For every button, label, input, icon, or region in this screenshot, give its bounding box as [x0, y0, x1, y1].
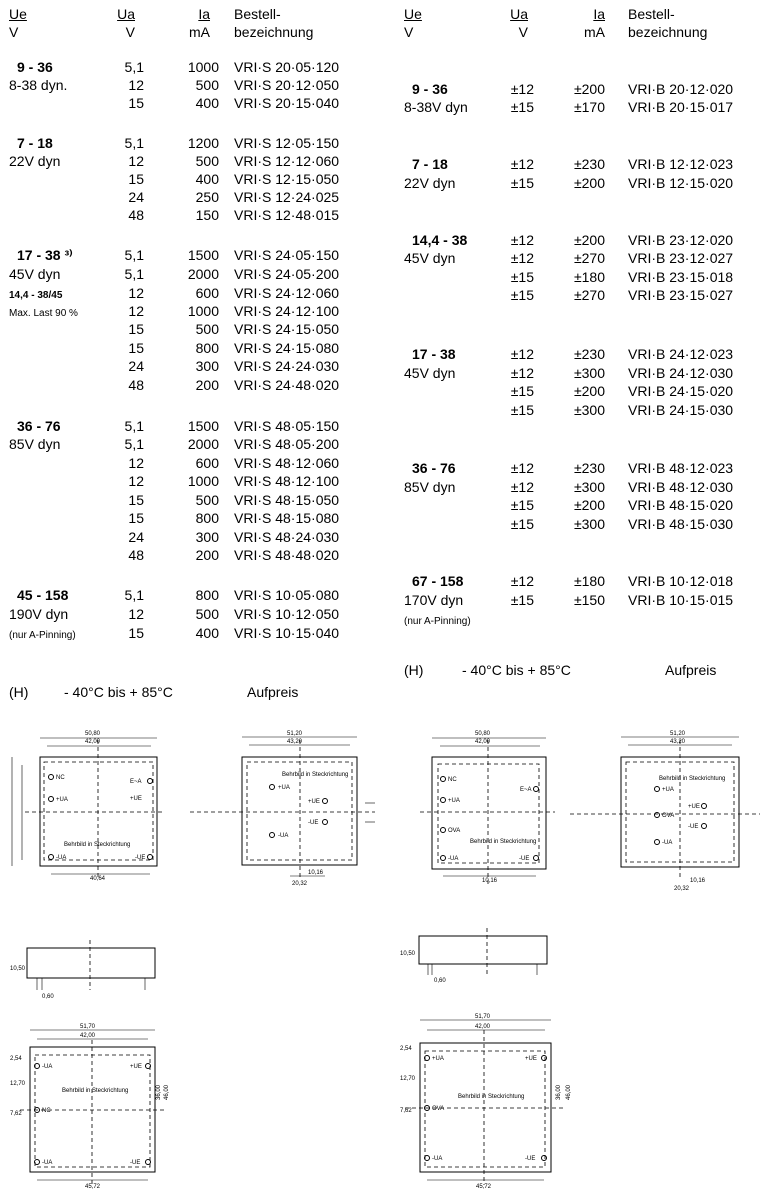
footer-temp: - 40°C bis + 85°C: [462, 662, 571, 678]
dim-10-16: 10,16: [482, 878, 498, 884]
cell-output-voltage: 24: [128, 189, 144, 205]
dim-0-60: 0,60: [42, 994, 54, 1000]
cell-order-code: VRI·B 23·15·027: [628, 287, 734, 303]
cell-output-voltage: ±12: [510, 250, 534, 266]
dim-12-70: 12,70: [10, 1081, 26, 1087]
cell-input-voltage: 7 - 18: [17, 135, 53, 151]
dim-51-20: 51,20: [287, 731, 303, 737]
right-header-ua: Ua V: [510, 6, 528, 40]
cell-output-voltage: ±15: [510, 592, 534, 608]
cell-output-current: 500: [195, 77, 219, 93]
cell-order-code: VRI·S 24·12·060: [234, 285, 340, 301]
label-minus-ua: -UA: [42, 1160, 53, 1166]
label-minus-ua: -UA: [448, 856, 459, 862]
cell-input-voltage: 190V dyn: [9, 606, 69, 622]
cell-output-voltage: ±15: [510, 516, 534, 532]
cell-output-current: ±300: [573, 402, 605, 418]
footer-h: (H): [9, 684, 29, 700]
cell-output-current: 500: [195, 492, 219, 508]
cell-order-code: VRI·S 24·05·150: [234, 247, 340, 263]
cell-output-current: ±230: [573, 460, 605, 476]
dim-50-80: 50,80: [475, 731, 491, 737]
cell-output-current: 800: [195, 340, 219, 356]
cell-output-current: ±300: [573, 516, 605, 532]
dim-10-16: 10,16: [690, 878, 706, 884]
cell-order-code: VRI·S 24·24·030: [234, 358, 340, 374]
cell-order-code: VRI·B 20·12·020: [628, 81, 734, 97]
label-plus-ua: +UA: [662, 787, 674, 793]
cell-output-voltage: 5,1: [124, 418, 144, 434]
cell-output-voltage: 15: [128, 492, 144, 508]
cell-order-code: VRI·S 12·05·150: [234, 135, 340, 151]
cell-output-current: 500: [195, 153, 219, 169]
label-minus-ue: -UE: [308, 820, 319, 826]
cell-order-code: VRI·S 48·24·030: [234, 529, 340, 545]
cell-output-current: ±230: [573, 346, 605, 362]
cell-input-voltage: 45V dyn: [9, 266, 61, 282]
cell-input-voltage: 45V dyn: [404, 250, 456, 266]
dim-7-62: 7,62: [400, 1108, 412, 1114]
label-behold: Behrbild in Steckrichtung: [458, 1094, 525, 1100]
cell-output-current: ±300: [573, 365, 605, 381]
cell-order-code: VRI·S 48·15·080: [234, 510, 340, 526]
cell-output-voltage: ±15: [510, 497, 534, 513]
cell-output-current: 1200: [187, 135, 219, 151]
cell-output-current: 600: [195, 285, 219, 301]
dim-12-70: 12,70: [400, 1076, 416, 1082]
cell-input-voltage: 45 - 158: [17, 587, 69, 603]
cell-output-current: ±200: [573, 383, 605, 399]
label-plus-ua: +UA: [432, 1056, 444, 1062]
cell-output-current: ±270: [573, 287, 605, 303]
cell-output-voltage: 12: [128, 455, 144, 471]
cell-output-voltage: 5,1: [124, 266, 144, 282]
cell-order-code: VRI·S 20·15·040: [234, 95, 340, 111]
cell-output-current: 400: [195, 171, 219, 187]
cell-output-voltage: 12: [128, 606, 144, 622]
dim-50-80: 50,80: [85, 731, 101, 737]
cell-order-code: VRI·B 48·15·020: [628, 497, 734, 513]
label-behold: Behrbild in Steckrichtung: [282, 772, 349, 778]
cell-order-code: VRI·S 48·12·060: [234, 455, 340, 471]
dim-42-00: 42,00: [85, 739, 101, 745]
cell-output-current: 600: [195, 455, 219, 471]
cell-input-voltage: 67 - 158: [412, 573, 464, 589]
cell-output-current: 500: [195, 321, 219, 337]
cell-output-voltage: ±12: [510, 460, 534, 476]
cell-output-current: 800: [195, 510, 219, 526]
cell-output-voltage: 5,1: [124, 135, 144, 151]
label-ova: OVA: [662, 813, 675, 819]
footer-price: Aufpreis: [247, 684, 299, 700]
label-minus-ua: -UA: [432, 1156, 443, 1162]
label-minus-ue: -UE: [519, 856, 530, 862]
left-header-code: Bestell- bezeichnung: [234, 6, 314, 40]
cell-output-voltage: 12: [128, 285, 144, 301]
cell-input-voltage: 170V dyn: [404, 592, 464, 608]
cell-output-voltage: 48: [128, 377, 144, 393]
cell-order-code: VRI·B 48·12·023: [628, 460, 734, 476]
dim-10-16: 10,16: [308, 870, 324, 876]
cell-input-voltage: Max. Last 90 %: [9, 308, 78, 319]
cell-input-voltage: (nur A-Pinning): [9, 630, 76, 641]
cell-input-voltage: 17 - 38 ³⁾: [17, 247, 73, 263]
dim-2-54: 2,54: [10, 1056, 22, 1062]
drawing-bottom-view-dual: [400, 1014, 572, 1190]
dim-2-54: 2,54: [400, 1046, 412, 1052]
label-minus-ua: -UA: [56, 855, 67, 861]
label-plus-ua: +UA: [56, 797, 68, 803]
cell-output-voltage: 24: [128, 529, 144, 545]
label-minus-ue: -UE: [525, 1156, 536, 1162]
cell-output-voltage: ±12: [510, 346, 534, 362]
cell-output-current: 800: [195, 587, 219, 603]
cell-output-voltage: 15: [128, 171, 144, 187]
cell-output-current: ±200: [573, 497, 605, 513]
footer-temp: - 40°C bis + 85°C: [64, 684, 173, 700]
drawing-side-profile-single: [10, 940, 155, 1000]
cell-output-voltage: 15: [128, 340, 144, 356]
cell-order-code: VRI·B 12·15·020: [628, 175, 734, 191]
cell-output-current: 250: [195, 189, 219, 205]
dim-20-32: 20,32: [292, 881, 308, 887]
label-e: E~A: [520, 787, 532, 793]
cell-output-current: 2000: [187, 266, 219, 282]
label-nc: NC: [42, 1108, 51, 1114]
label-plus-ue: +UE: [130, 1064, 142, 1070]
footer-h: (H): [404, 662, 424, 678]
label-minus-ua: -UA: [42, 1064, 53, 1070]
drawing-side-profile-dual: [400, 928, 547, 984]
dim-10-50: 10,50: [10, 966, 26, 972]
right-header-code: Bestell- bezeichnung: [628, 6, 708, 40]
label-plus-ua: +UA: [448, 798, 460, 804]
cell-order-code: VRI·B 23·12·020: [628, 232, 734, 248]
left-header-ue: Ue V: [9, 6, 27, 40]
label-behold: Behrbild in Steckrichtung: [62, 1088, 129, 1094]
cell-input-voltage: 85V dyn: [9, 436, 61, 452]
cell-input-voltage: 14,4 - 38/45: [9, 290, 63, 301]
cell-output-current: ±230: [573, 156, 605, 172]
right-header-ue: Ue V: [404, 6, 422, 40]
dim-42-00: 42,00: [80, 1033, 96, 1039]
cell-input-voltage: 9 - 36: [17, 59, 53, 75]
cell-output-current: 2000: [187, 436, 219, 452]
cell-output-current: ±200: [573, 81, 605, 97]
cell-order-code: VRI·S 20·12·050: [234, 77, 340, 93]
label-ova: OVA: [448, 828, 461, 834]
cell-input-voltage: 7 - 18: [412, 156, 448, 172]
dim-43-20: 43,20: [287, 739, 303, 745]
dim-42-00: 42,00: [475, 1024, 491, 1030]
right-header-ia: Ia mA: [584, 6, 605, 40]
cell-order-code: VRI·B 24·12·030: [628, 365, 734, 381]
cell-order-code: VRI·S 20·05·120: [234, 59, 340, 75]
cell-output-voltage: 12: [128, 303, 144, 319]
cell-output-voltage: 15: [128, 95, 144, 111]
cell-output-current: 300: [195, 358, 219, 374]
cell-order-code: VRI·S 12·12·060: [234, 153, 340, 169]
cell-output-voltage: ±15: [510, 402, 534, 418]
cell-output-current: 200: [195, 377, 219, 393]
label-nc: NC: [56, 775, 65, 781]
dim-0-60: 0,60: [434, 978, 446, 984]
cell-output-current: 1000: [187, 303, 219, 319]
left-header-ua: Ua V: [117, 6, 135, 40]
cell-output-voltage: ±12: [510, 81, 534, 97]
cell-order-code: VRI·S 10·12·050: [234, 606, 340, 622]
cell-input-voltage: 8-38V dyn: [404, 99, 468, 115]
cell-output-voltage: ±15: [510, 383, 534, 399]
cell-output-voltage: 12: [128, 77, 144, 93]
cell-order-code: VRI·S 48·05·200: [234, 436, 340, 452]
label-plus-ue: +UE: [308, 799, 320, 805]
label-behold: Behrbild in Steckrichtung: [470, 839, 537, 845]
cell-output-voltage: 15: [128, 321, 144, 337]
cell-output-voltage: 12: [128, 473, 144, 489]
cell-output-current: ±170: [573, 99, 605, 115]
label-behold: Behrbild in Steckrichtung: [659, 776, 726, 782]
cell-order-code: VRI·B 20·15·017: [628, 99, 734, 115]
cell-output-voltage: 48: [128, 207, 144, 223]
label-minus-ua: -UA: [278, 833, 289, 839]
cell-input-voltage: 22V dyn: [404, 175, 456, 191]
cell-output-voltage: ±12: [510, 365, 534, 381]
label-minus-ue: -UE: [135, 855, 146, 861]
cell-order-code: VRI·S 48·12·100: [234, 473, 340, 489]
dim-20-32: 20,32: [674, 886, 690, 892]
dim-46-00: 46,00: [566, 1084, 572, 1100]
dim-45-72: 45,72: [85, 1184, 101, 1190]
cell-input-voltage: 8-38 dyn.: [9, 77, 68, 93]
cell-output-current: 400: [195, 625, 219, 641]
label-plus-ue: +UE: [525, 1056, 537, 1062]
cell-output-voltage: 24: [128, 358, 144, 374]
cell-order-code: VRI·S 24·15·050: [234, 321, 340, 337]
cell-output-voltage: ±15: [510, 175, 534, 191]
cell-output-voltage: ±12: [510, 232, 534, 248]
cell-output-current: ±200: [573, 175, 605, 191]
cell-order-code: VRI·B 10·12·018: [628, 573, 734, 589]
cell-output-voltage: 48: [128, 547, 144, 563]
dim-45-72: 45,72: [476, 1184, 492, 1190]
cell-output-current: 1500: [187, 247, 219, 263]
cell-output-current: 400: [195, 95, 219, 111]
cell-output-voltage: 5,1: [124, 59, 144, 75]
label-minus-ua: -UA: [662, 840, 673, 846]
cell-order-code: VRI·S 24·05·200: [234, 266, 340, 282]
cell-output-voltage: ±12: [510, 156, 534, 172]
cell-order-code: VRI·S 10·15·040: [234, 625, 340, 641]
cell-output-current: 1000: [187, 59, 219, 75]
cell-output-voltage: ±12: [510, 479, 534, 495]
cell-output-voltage: ±15: [510, 99, 534, 115]
dim-36-00: 36,00: [156, 1084, 162, 1100]
cell-order-code: VRI·S 24·12·100: [234, 303, 340, 319]
label-nc: NC: [448, 777, 457, 783]
cell-output-current: ±180: [573, 573, 605, 589]
left-header-ia: Ia mA: [189, 6, 210, 40]
cell-output-current: ±180: [573, 269, 605, 285]
cell-order-code: VRI·B 24·15·030: [628, 402, 734, 418]
cell-output-current: ±270: [573, 250, 605, 266]
drawing-side-pins-single: [190, 731, 375, 887]
cell-input-voltage: 36 - 76: [17, 418, 61, 434]
cell-order-code: VRI·S 48·15·050: [234, 492, 340, 508]
dim-42-00: 42,00: [475, 739, 491, 745]
cell-output-current: ±300: [573, 479, 605, 495]
cell-order-code: VRI·B 24·15·020: [628, 383, 734, 399]
label-plus-ua: +UA: [278, 785, 290, 791]
cell-order-code: VRI·S 24·48·020: [234, 377, 340, 393]
dim-43-20: 43,20: [670, 739, 686, 745]
cell-output-voltage: 5,1: [124, 247, 144, 263]
label-plus-ue: +UE: [130, 796, 142, 802]
cell-output-current: 200: [195, 547, 219, 563]
cell-order-code: VRI·B 12·12·023: [628, 156, 734, 172]
cell-order-code: VRI·S 12·24·025: [234, 189, 340, 205]
cell-output-voltage: ±15: [510, 269, 534, 285]
label-ova: OVA: [432, 1106, 445, 1112]
dim-51-70: 51,70: [475, 1014, 491, 1020]
cell-input-voltage: 36 - 76: [412, 460, 456, 476]
dim-40-64: 40,64: [90, 876, 106, 882]
dim-10-50: 10,50: [400, 951, 416, 957]
label-plus-ue: +UE: [688, 804, 700, 810]
footer-price: Aufpreis: [665, 662, 717, 678]
cell-order-code: VRI·B 10·15·015: [628, 592, 734, 608]
cell-input-voltage: (nur A-Pinning): [404, 616, 471, 627]
cell-output-current: 1000: [187, 473, 219, 489]
cell-output-voltage: 12: [128, 153, 144, 169]
cell-output-current: 300: [195, 529, 219, 545]
cell-output-voltage: 5,1: [124, 587, 144, 603]
cell-order-code: VRI·S 24·15·080: [234, 340, 340, 356]
dim-46-00: 46,00: [164, 1084, 170, 1100]
cell-output-current: ±200: [573, 232, 605, 248]
cell-order-code: VRI·S 48·48·020: [234, 547, 340, 563]
cell-output-current: 500: [195, 606, 219, 622]
cell-output-voltage: ±12: [510, 573, 534, 589]
dim-7-62: 7,62: [10, 1111, 22, 1117]
cell-order-code: VRI·B 23·12·027: [628, 250, 734, 266]
cell-output-current: 150: [195, 207, 219, 223]
drawing-side-pins-dual: [570, 731, 760, 892]
cell-order-code: VRI·S 10·05·080: [234, 587, 340, 603]
dim-36-00: 36,00: [556, 1084, 562, 1100]
label-minus-ue: -UE: [130, 1160, 141, 1166]
cell-input-voltage: 14,4 - 38: [412, 232, 468, 248]
drawing-bottom-view-single: [10, 1024, 170, 1190]
drawing-top-view-single: [12, 731, 165, 882]
cell-input-voltage: 22V dyn: [9, 153, 61, 169]
cell-input-voltage: 45V dyn: [404, 365, 456, 381]
label-behold: Behrbild in Steckrichtung: [64, 842, 131, 848]
dim-51-20: 51,20: [670, 731, 686, 737]
cell-output-voltage: ±15: [510, 287, 534, 303]
cell-input-voltage: 85V dyn: [404, 479, 456, 495]
cell-output-current: 1500: [187, 418, 219, 434]
cell-order-code: VRI·B 24·12·023: [628, 346, 734, 362]
cell-output-voltage: 15: [128, 510, 144, 526]
cell-order-code: VRI·B 48·12·030: [628, 479, 734, 495]
label-minus-ue: -UE: [688, 824, 699, 830]
cell-output-voltage: 15: [128, 625, 144, 641]
cell-order-code: VRI·S 48·05·150: [234, 418, 340, 434]
cell-order-code: VRI·S 12·48·015: [234, 207, 340, 223]
label-e: E~A: [130, 779, 142, 785]
dim-51-70: 51,70: [80, 1024, 96, 1030]
cell-order-code: VRI·B 48·15·030: [628, 516, 734, 532]
cell-output-current: ±150: [573, 592, 605, 608]
cell-order-code: VRI·S 12·15·050: [234, 171, 340, 187]
cell-order-code: VRI·B 23·15·018: [628, 269, 734, 285]
drawing-top-view-dual: [420, 731, 555, 885]
cell-input-voltage: 17 - 38: [412, 346, 456, 362]
cell-input-voltage: 9 - 36: [412, 81, 448, 97]
cell-output-voltage: 5,1: [124, 436, 144, 452]
